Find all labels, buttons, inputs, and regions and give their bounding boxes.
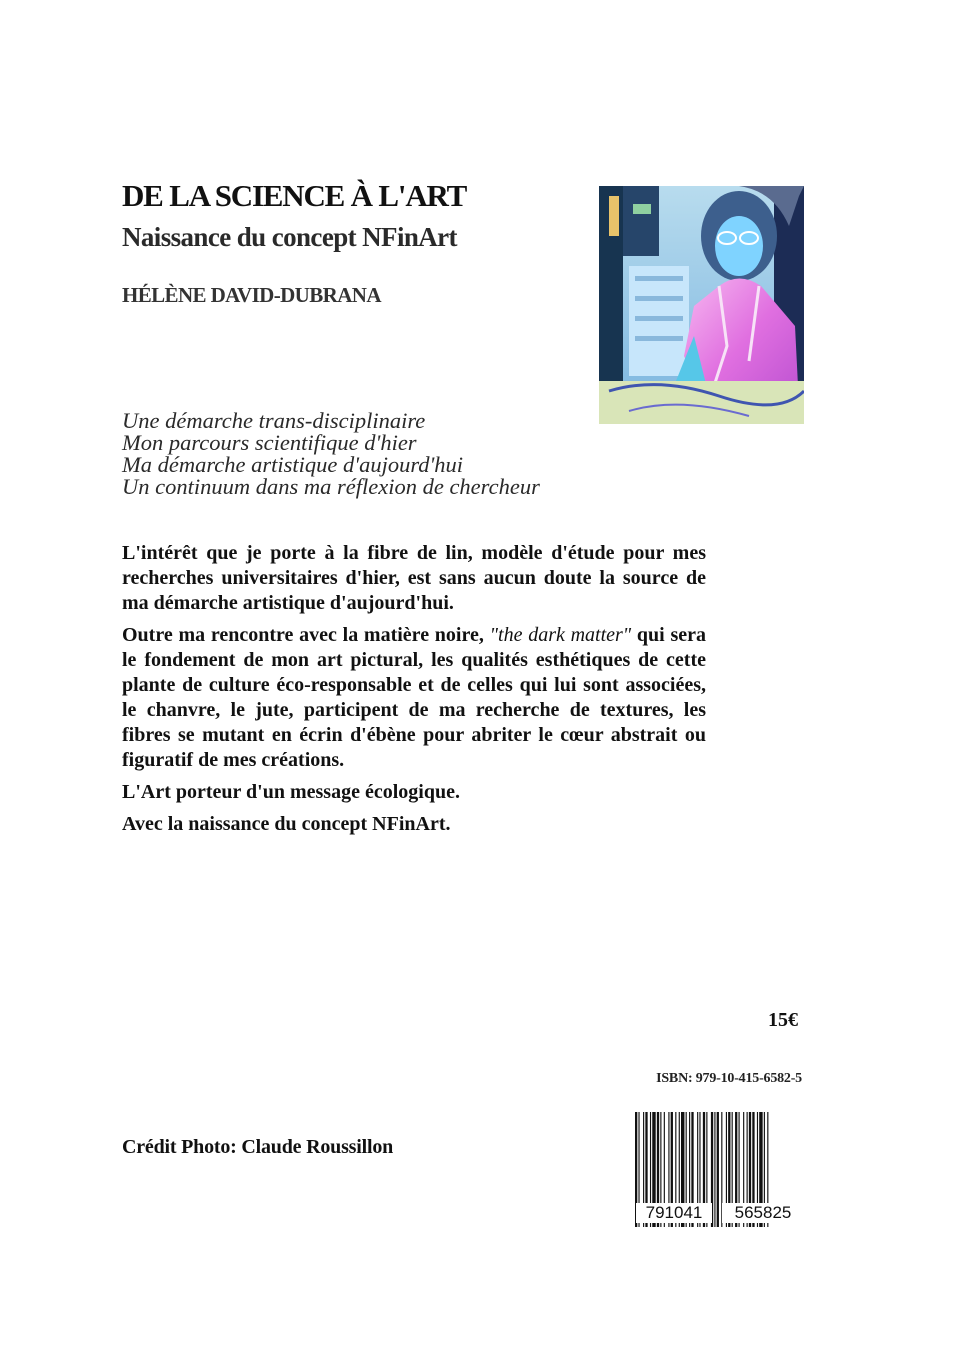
description-text bbox=[122, 541, 706, 844]
poem-line: Une démarche trans-disciplinaire bbox=[122, 408, 426, 433]
paragraph-1: L'intérêt que je porte à la fibre de lin, modèle d'étude pour mes recherches universitaires d'hier, est sans aucun doute la source de ma démarche artistique d'aujourd'hui. bbox=[122, 542, 706, 614]
author-photo bbox=[599, 186, 804, 424]
photo-credit: Crédit Photo: Claude Roussillon bbox=[122, 1136, 394, 1158]
barcode-digits bbox=[636, 1203, 804, 1225]
paragraph-2 bbox=[122, 623, 706, 773]
paragraph-4: Avec la naissance du concept NFinArt. bbox=[122, 813, 451, 835]
photo-illustration bbox=[599, 186, 804, 424]
book-subtitle: Naissance du concept NFinArt bbox=[122, 222, 457, 252]
paragraph-2-end: qui sera le fondement de mon art pictural, les qualités esthétiques de cette plante de culture éco-responsable et de celles qui lui sont associées, le chanvre, le jute, participent de ma recherche de textures, les fibres se mutant en écrin d'ébène pour abriter le cœur abstrait ou figuratif de mes créations. bbox=[122, 624, 707, 771]
isbn: ISBN: 979-10-415-6582-5 bbox=[656, 1071, 802, 1086]
paragraph-3: L'Art porteur d'un message écologique. bbox=[122, 781, 460, 803]
barcode-right-digits: 565825 bbox=[722, 1203, 804, 1223]
poem-line: Ma démarche artistique d'aujourd'hui bbox=[122, 452, 464, 477]
paragraph-2-start: Outre ma rencontre avec la matière noire, bbox=[122, 624, 490, 646]
dark-matter-quote: "the dark matter" bbox=[489, 624, 632, 646]
poem-block bbox=[122, 410, 682, 498]
book-title: DE LA SCIENCE À L'ART bbox=[122, 178, 467, 213]
poem-line: Mon parcours scientifique d'hier bbox=[122, 430, 417, 455]
poem-line: Un continuum dans ma réflexion de chercheur bbox=[122, 474, 540, 499]
barcode-left-digits: 791041 bbox=[636, 1203, 712, 1223]
price: 15€ bbox=[768, 1009, 798, 1031]
author-name: HÉLÈNE DAVID-DUBRANA bbox=[122, 283, 381, 307]
